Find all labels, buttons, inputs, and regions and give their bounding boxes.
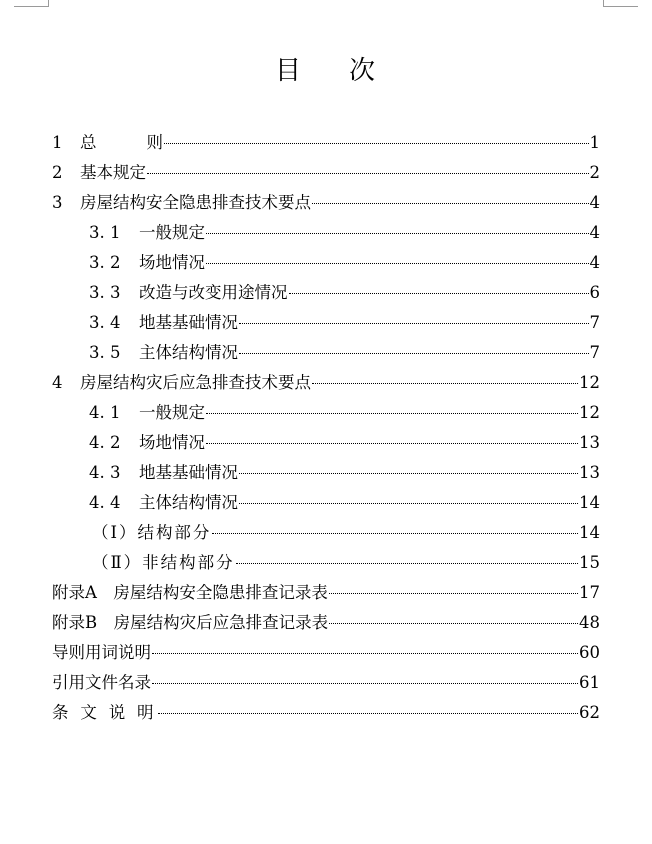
toc-entry-3-3[interactable]	[89, 278, 600, 308]
toc-page-number: 6	[589, 283, 600, 302]
toc-leader	[312, 382, 578, 384]
toc-page-number: 12	[579, 403, 600, 422]
toc-label: 场地情况	[139, 253, 205, 272]
toc-entry-3-5[interactable]	[89, 338, 600, 368]
toc-entry-appendix-a[interactable]	[52, 578, 600, 608]
toc-leader	[239, 472, 578, 474]
toc-entry-4-4[interactable]	[89, 488, 600, 518]
toc-label: 房屋结构灾后应急排查技术要点	[80, 373, 311, 392]
toc-page-number: 4	[589, 223, 600, 242]
toc-label: 基本规定	[80, 163, 146, 182]
toc-label: 附录A 房屋结构安全隐患排查记录表	[52, 583, 328, 602]
toc-number: 3. 5	[89, 343, 121, 362]
toc-page-number: 7	[589, 343, 600, 362]
toc-label: 条 文 说 明	[52, 703, 157, 722]
toc-leader	[164, 142, 589, 144]
toc-entry-4-1[interactable]	[89, 398, 600, 428]
toc-label: 引用文件名录	[52, 673, 151, 692]
toc-page-number: 4	[589, 253, 600, 272]
page-corner-mark-left	[14, 0, 49, 7]
title-char-1: 目	[274, 56, 303, 86]
toc-page-number: 12	[579, 373, 600, 392]
toc-leader	[206, 262, 589, 264]
toc-entry-explanation[interactable]	[52, 698, 600, 728]
title-char-2: 次	[349, 56, 378, 86]
toc-number: 4. 1	[89, 403, 121, 422]
toc-number: 3. 2	[89, 253, 121, 272]
toc-number: 3. 1	[89, 223, 121, 242]
toc-number: 4. 2	[89, 433, 121, 452]
toc-leader	[239, 352, 589, 354]
toc-page-number: 4	[589, 193, 600, 212]
toc-leader	[206, 412, 578, 414]
toc-entry-references[interactable]	[52, 668, 600, 698]
toc-page-number: 62	[579, 703, 600, 722]
toc-entry-3-1[interactable]	[89, 218, 600, 248]
toc-entry-appendix-b[interactable]	[52, 608, 600, 638]
toc-entry-4[interactable]	[52, 368, 600, 398]
toc-label: 改造与改变用途情况	[139, 283, 288, 302]
toc-leader	[147, 172, 589, 174]
toc-label: 地基基础情况	[139, 313, 238, 332]
toc-leader	[152, 682, 578, 684]
toc-entry-4-2[interactable]	[89, 428, 600, 458]
toc-page-number: 13	[579, 433, 600, 452]
toc-number: 1	[52, 133, 63, 152]
toc-entry-3-2[interactable]	[89, 248, 600, 278]
toc-leader	[329, 622, 578, 624]
toc-label: 导则用词说明	[52, 643, 151, 662]
toc-number: 4. 3	[89, 463, 121, 482]
toc-label: 附录B 房屋结构灾后应急排查记录表	[52, 613, 329, 632]
toc-leader	[206, 232, 589, 234]
toc-number: 4	[52, 373, 63, 392]
toc-label: 一般规定	[139, 403, 205, 422]
page-title	[0, 50, 652, 87]
toc-label: 主体结构情况	[139, 343, 238, 362]
toc-number: 3. 3	[89, 283, 121, 302]
toc-leader	[239, 322, 589, 324]
toc-page-number: 13	[579, 463, 600, 482]
toc-entry-4-4-ii[interactable]	[92, 548, 600, 578]
toc-number: 3. 4	[89, 313, 121, 332]
toc-page-number: 1	[589, 133, 600, 152]
toc-leader	[289, 292, 589, 294]
toc-label: （Ⅱ）非结构部分	[92, 553, 235, 572]
toc-label: 一般规定	[139, 223, 205, 242]
toc-page-number: 15	[579, 553, 600, 572]
toc-leader	[236, 562, 578, 564]
toc-leader	[239, 502, 578, 504]
toc-page-number: 7	[589, 313, 600, 332]
toc-leader	[329, 592, 578, 594]
toc-label: 主体结构情况	[139, 493, 238, 512]
toc-number: 2	[52, 163, 63, 182]
toc-label: 场地情况	[139, 433, 205, 452]
toc-leader	[152, 652, 578, 654]
toc-number: 4. 4	[89, 493, 121, 512]
toc-label: （Ⅰ）结构部分	[92, 523, 212, 542]
toc-entry-3-4[interactable]	[89, 308, 600, 338]
toc-label: 总 则	[80, 133, 163, 152]
toc-entry-4-3[interactable]	[89, 458, 600, 488]
toc-page-number: 2	[589, 163, 600, 182]
toc-page-number: 61	[579, 673, 600, 692]
toc-page-number: 14	[579, 523, 600, 542]
page-corner-mark-right	[603, 0, 638, 7]
toc-entry-1[interactable]	[52, 128, 600, 158]
toc-leader	[212, 532, 578, 534]
toc-page-number: 48	[579, 613, 600, 632]
toc-label: 房屋结构安全隐患排查技术要点	[80, 193, 311, 212]
toc-page-number: 17	[579, 583, 600, 602]
toc-page-number: 60	[579, 643, 600, 662]
toc-leader	[312, 202, 589, 204]
toc-entry-4-4-i[interactable]	[92, 518, 600, 548]
toc-number: 3	[52, 193, 63, 212]
toc-entry-2[interactable]	[52, 158, 600, 188]
toc-leader	[206, 442, 578, 444]
toc-page-number: 14	[579, 493, 600, 512]
toc-label: 地基基础情况	[139, 463, 238, 482]
toc-leader	[158, 712, 578, 714]
toc-entry-3[interactable]	[52, 188, 600, 218]
toc-entry-terms[interactable]	[52, 638, 600, 668]
